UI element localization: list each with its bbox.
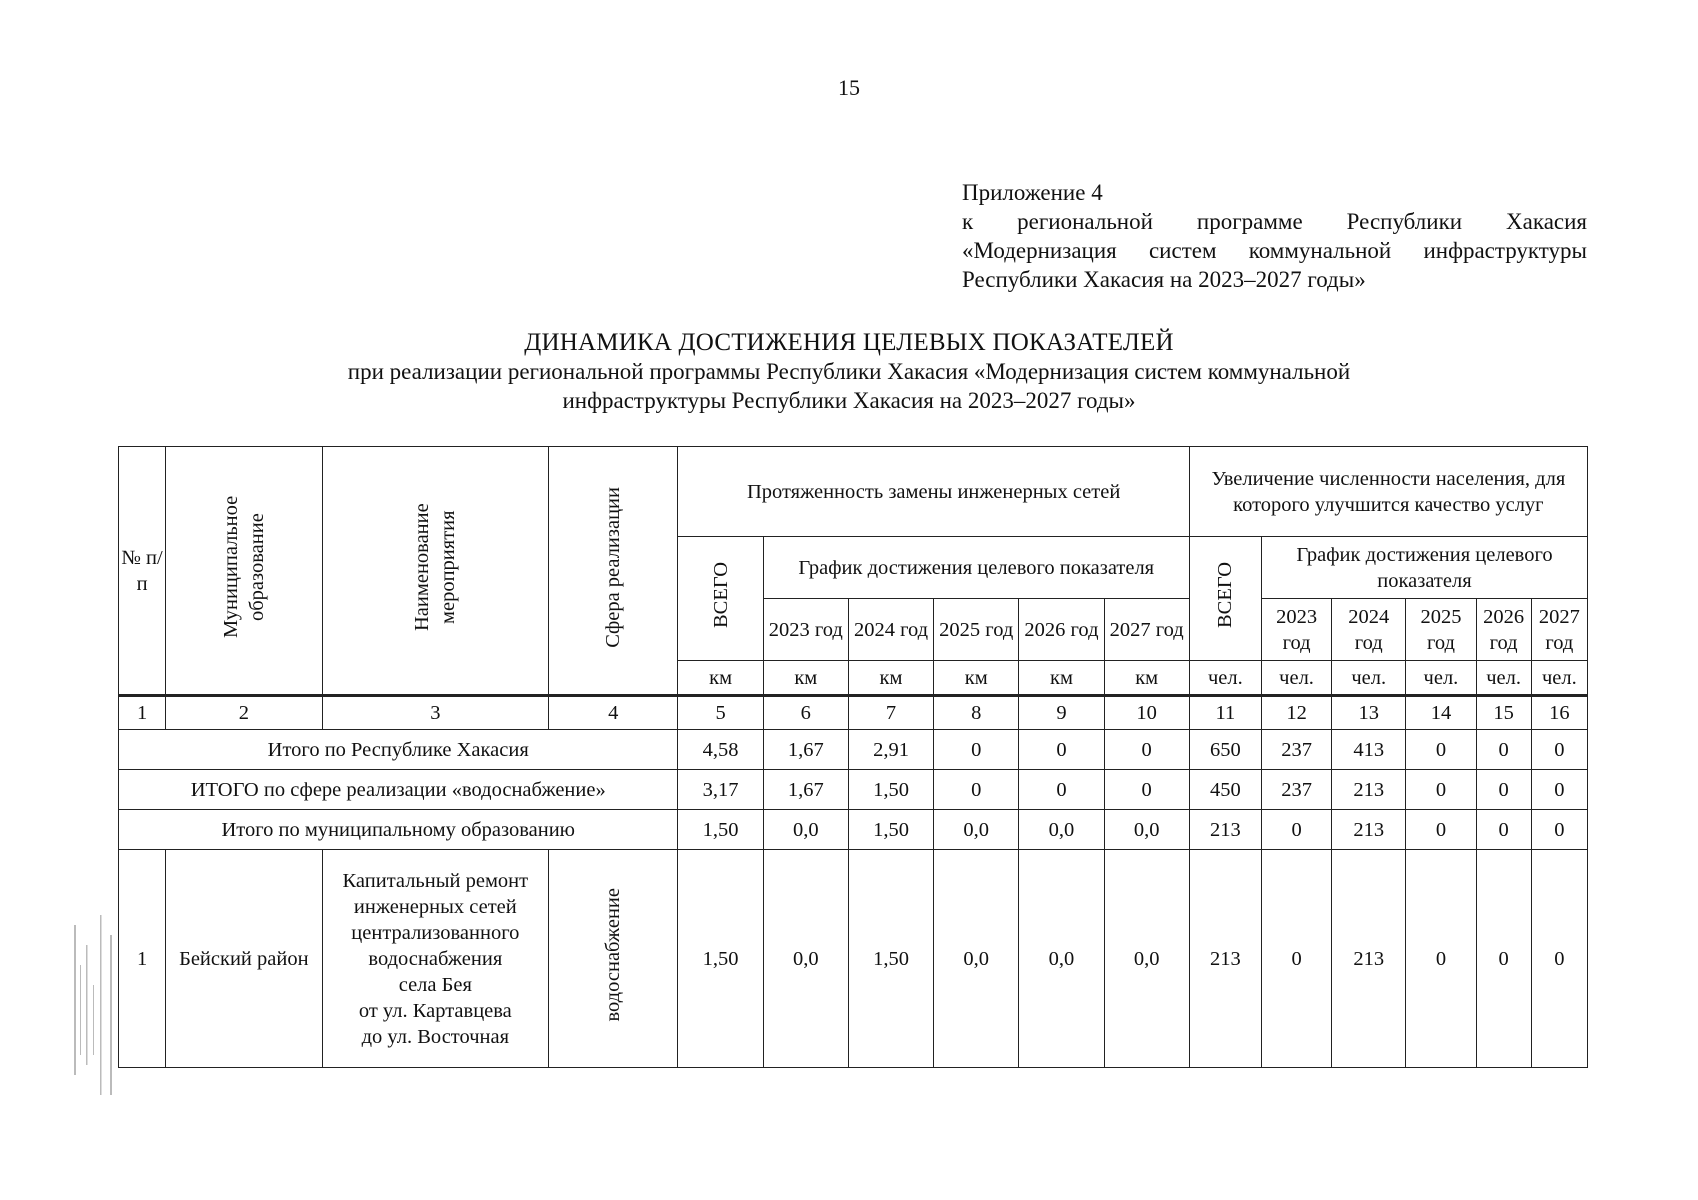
table-cell: 0,0 xyxy=(763,850,848,1068)
measure-line: инженерных сетей xyxy=(353,895,517,918)
table-cell: 0 xyxy=(1406,850,1476,1068)
header-unit: чел. xyxy=(1406,661,1476,696)
summary-row-republic xyxy=(119,730,1588,770)
column-number: 6 xyxy=(763,696,848,730)
table-cell: 0 xyxy=(1476,770,1531,810)
table-cell: 0 xyxy=(934,770,1019,810)
column-number: 8 xyxy=(934,696,1019,730)
column-number: 12 xyxy=(1261,696,1331,730)
header-total-text: ВСЕГО xyxy=(709,561,732,628)
table-cell: 450 xyxy=(1189,770,1261,810)
header-length-schedule: График достижения целевого показателя xyxy=(763,537,1189,599)
table-cell: 0 xyxy=(1019,770,1104,810)
column-number: 4 xyxy=(549,696,678,730)
measure-line: села Бея xyxy=(398,973,472,996)
summary-row-sphere xyxy=(119,770,1588,810)
measure-line: Капитальный ремонт xyxy=(342,869,529,892)
table-cell: 213 xyxy=(1189,810,1261,850)
appendix-line: к региональной программе Республики Хакасия xyxy=(962,209,1587,234)
row-measure xyxy=(322,850,549,1068)
table-cell: 0,0 xyxy=(1019,850,1104,1068)
table-cell: 0 xyxy=(1531,850,1587,1068)
row-num: 1 xyxy=(119,850,166,1068)
table-cell: 0,0 xyxy=(1104,850,1189,1068)
page-number: 15 xyxy=(838,75,860,100)
summary-label: Итого по муниципальному образованию xyxy=(119,810,678,850)
table-cell: 1,50 xyxy=(678,850,763,1068)
table-cell: 213 xyxy=(1332,850,1406,1068)
header-unit: км xyxy=(848,661,933,696)
table-cell: 0,0 xyxy=(934,810,1019,850)
header-year: 2026 год xyxy=(1019,599,1104,661)
header-unit: чел. xyxy=(1476,661,1531,696)
table-cell: 237 xyxy=(1261,770,1331,810)
column-number: 9 xyxy=(1019,696,1104,730)
appendix-title: Приложение 4 xyxy=(962,180,1103,205)
table-cell: 0 xyxy=(1406,810,1476,850)
header-unit: км xyxy=(934,661,1019,696)
header-unit: чел. xyxy=(1531,661,1587,696)
header-length-group: Протяженность замены инженерных сетей xyxy=(678,447,1189,537)
table-cell: 0 xyxy=(1476,730,1531,770)
column-number: 13 xyxy=(1332,696,1406,730)
header-population-schedule: График достижения целевого показателя xyxy=(1261,537,1587,599)
column-number: 3 xyxy=(322,696,549,730)
header-unit: чел. xyxy=(1261,661,1331,696)
column-number: 5 xyxy=(678,696,763,730)
header-unit: км xyxy=(1019,661,1104,696)
table-cell: 0 xyxy=(1261,810,1331,850)
table-cell: 213 xyxy=(1189,850,1261,1068)
table-cell: 1,50 xyxy=(848,850,933,1068)
header-year: 2023 год xyxy=(763,599,848,661)
table-cell: 0 xyxy=(1406,730,1476,770)
header-total-text: ВСЕГО xyxy=(1214,561,1237,628)
table-cell: 0 xyxy=(1104,770,1189,810)
table-cell: 0,0 xyxy=(1019,810,1104,850)
header-year: 2027 год xyxy=(1531,599,1587,661)
header-num: № п/п xyxy=(119,447,166,696)
table-cell: 1,50 xyxy=(848,810,933,850)
document-subtitle: при реализации региональной программы Республики Хакасия «Модернизация систем коммунальной xyxy=(347,359,1351,384)
table-cell: 0 xyxy=(1476,810,1531,850)
table-cell: 1,67 xyxy=(763,770,848,810)
header-municipality-text: Муниципальное образование xyxy=(219,495,268,639)
column-number: 11 xyxy=(1189,696,1261,730)
table-cell: 413 xyxy=(1332,730,1406,770)
summary-label: ИТОГО по сфере реализации «водоснабжение» xyxy=(119,770,678,810)
header-year: 2026 год xyxy=(1476,599,1531,661)
table-cell: 0 xyxy=(1406,770,1476,810)
header-population-total xyxy=(1189,537,1261,661)
measure-line: водоснабжения xyxy=(368,947,503,970)
summary-row-municipality xyxy=(119,810,1588,850)
table-cell: 1,50 xyxy=(848,770,933,810)
header-unit: чел. xyxy=(1332,661,1406,696)
table-cell: 2,91 xyxy=(848,730,933,770)
column-number: 2 xyxy=(166,696,322,730)
header-unit: км xyxy=(1104,661,1189,696)
header-population-group: Увеличение численности населения, для которого улучшится качество услуг xyxy=(1189,447,1587,537)
table-cell: 1,67 xyxy=(763,730,848,770)
header-year: 2024 год xyxy=(848,599,933,661)
header-year: 2027 год xyxy=(1104,599,1189,661)
column-number: 16 xyxy=(1531,696,1587,730)
document-subtitle: инфраструктуры Республики Хакасия на 2023–2027 годы» xyxy=(562,388,1136,413)
measure-line: централизованного xyxy=(351,921,520,944)
table-cell: 0 xyxy=(1261,850,1331,1068)
header-sphere-text: Сфера реализации xyxy=(602,486,625,648)
header-measure xyxy=(322,447,549,696)
row-sphere xyxy=(549,850,678,1068)
column-number: 10 xyxy=(1104,696,1189,730)
header-measure-text: Наименование мероприятия xyxy=(411,503,460,631)
table-cell: 0 xyxy=(1531,810,1587,850)
table-cell: 0,0 xyxy=(1104,810,1189,850)
header-unit: км xyxy=(763,661,848,696)
header-sphere xyxy=(549,447,678,696)
row-sphere-text: водоснабжение xyxy=(602,888,625,1022)
appendix-block xyxy=(962,178,1587,294)
column-number: 1 xyxy=(119,696,166,730)
table-cell: 0,0 xyxy=(934,850,1019,1068)
appendix-line: «Модернизация систем коммунальной инфраструктуры xyxy=(962,238,1587,263)
table-cell: 0 xyxy=(1531,770,1587,810)
header-municipality xyxy=(166,447,322,696)
measure-line: от ул. Картавцева xyxy=(358,999,512,1022)
header-year: 2025 год xyxy=(934,599,1019,661)
table-cell: 213 xyxy=(1332,770,1406,810)
table-cell: 4,58 xyxy=(678,730,763,770)
document-title: ДИНАМИКА ДОСТИЖЕНИЯ ЦЕЛЕВЫХ ПОКАЗАТЕЛЕЙ xyxy=(524,329,1174,356)
header-unit: чел. xyxy=(1189,661,1261,696)
table-cell: 3,17 xyxy=(678,770,763,810)
column-number: 15 xyxy=(1476,696,1531,730)
measure-line: до ул. Восточная xyxy=(361,1025,510,1048)
table-row xyxy=(119,850,1588,1068)
table-cell: 0 xyxy=(1531,730,1587,770)
table-cell: 0 xyxy=(934,730,1019,770)
table-cell: 650 xyxy=(1189,730,1261,770)
header-length-total xyxy=(678,537,763,661)
table-cell: 213 xyxy=(1332,810,1406,850)
table-cell: 0 xyxy=(1104,730,1189,770)
column-number: 14 xyxy=(1406,696,1476,730)
table-cell: 237 xyxy=(1261,730,1331,770)
scan-artifact xyxy=(66,905,120,1120)
table-cell: 0,0 xyxy=(763,810,848,850)
column-number: 7 xyxy=(848,696,933,730)
header-unit: км xyxy=(678,661,763,696)
header-year: 2023 год xyxy=(1261,599,1331,661)
appendix-line: Республики Хакасия на 2023–2027 годы» xyxy=(962,267,1366,292)
header-year: 2024 год xyxy=(1332,599,1406,661)
row-municipality: Бейский район xyxy=(166,850,322,1068)
table-cell: 0 xyxy=(1476,850,1531,1068)
summary-label: Итого по Республике Хакасия xyxy=(119,730,678,770)
indicators-table xyxy=(118,446,1588,1068)
table-cell: 0 xyxy=(1019,730,1104,770)
document-heading xyxy=(0,328,1698,415)
table-cell: 1,50 xyxy=(678,810,763,850)
header-year: 2025 год xyxy=(1406,599,1476,661)
